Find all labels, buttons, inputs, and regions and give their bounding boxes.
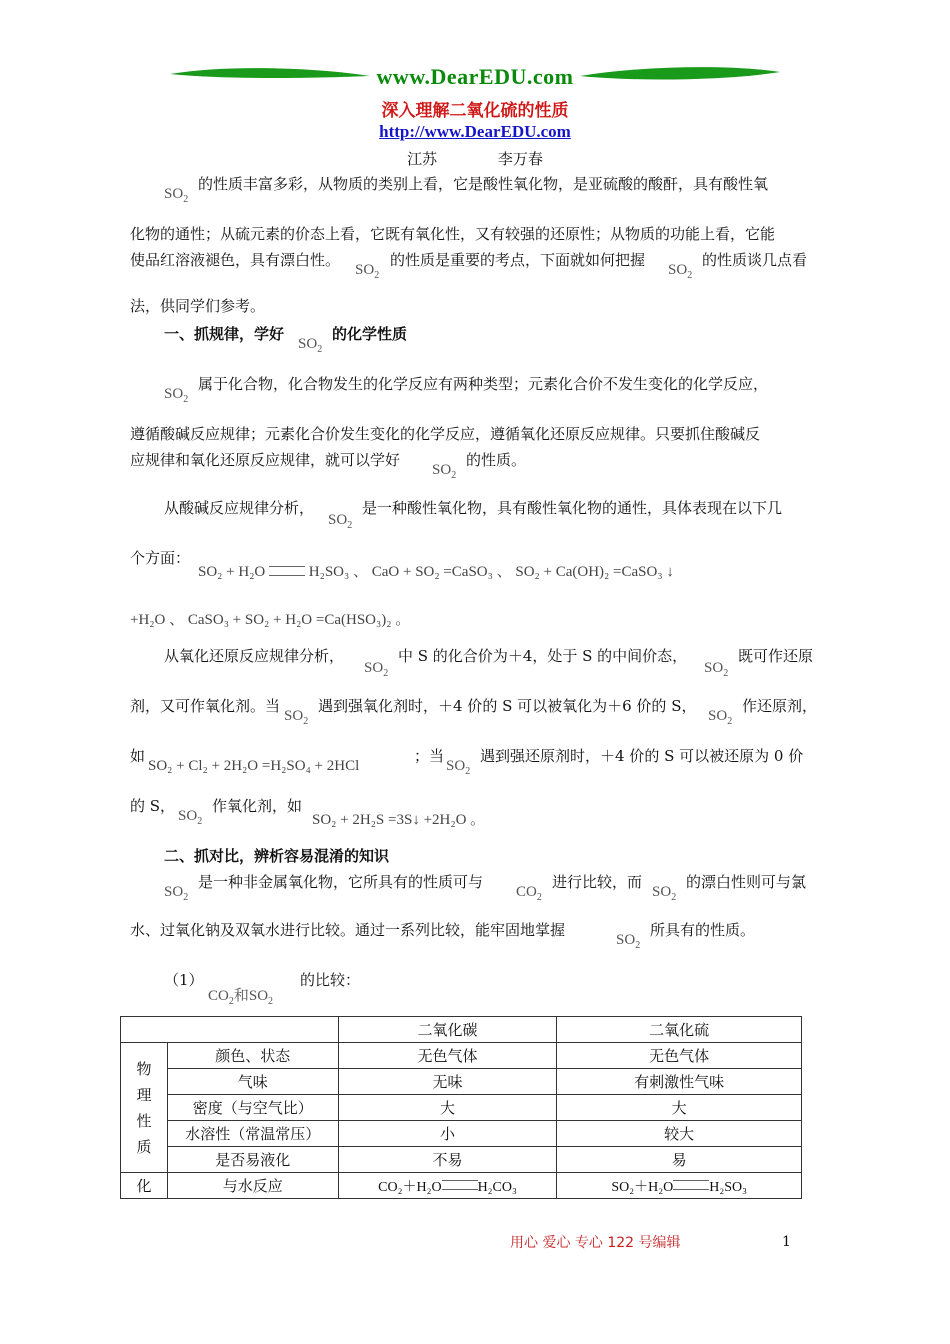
s1-p7a: 剂，又可作氧化剂。当: [130, 697, 281, 715]
page-title: 深入理解二氧化硫的性质: [381, 101, 569, 121]
s2-sub-b: 的比较：: [300, 971, 361, 989]
table-cell: 易: [557, 1147, 802, 1173]
s1-p6a: 从氧化还原反应规律分析，: [164, 647, 345, 665]
s1-p3b: 的性质。: [466, 451, 527, 469]
s1-p6c: 既可作还原: [738, 647, 814, 665]
intro-line-3b: 的性质是重要的考点，下面就如何把握: [390, 251, 646, 269]
reversible-arrow-icon: [269, 566, 305, 576]
s1-p1: 属于化合物，化合物发生的化学反应有两种类型；元素化合价不发生变化的化学反应，: [198, 375, 769, 393]
table-row: [121, 1043, 802, 1069]
table-cell: 颜色、状态: [167, 1043, 338, 1069]
table-cell: 小: [338, 1121, 557, 1147]
table-cell: 水溶性（常温常压）: [167, 1121, 338, 1147]
table-cell: 是否易液化: [167, 1147, 338, 1173]
formula-so2: $SO_2$: [668, 262, 693, 281]
table-cell: 无味: [338, 1069, 557, 1095]
s1-p2: 遵循酸碱反应规律；元素化合价发生变化的化学反应，遵循氧化还原反应规律。只要抓住酸碱反: [130, 425, 761, 443]
s1-p8a: 如: [130, 747, 146, 765]
equation-3: SO₂ + Cl₂ + 2H₂O =H₂SO₄ + 2HCl: [148, 758, 360, 774]
s1-p9b: 作氧化剂，如: [212, 797, 303, 815]
intro-line-2: 化物的通性；从硫元素的价态上看，它既有氧化性，又有较强的还原性；从物质的功能上看，它能: [130, 225, 776, 243]
equation-4: SO₂ + 2H₂S =3S↓ +2H₂O 。: [312, 812, 486, 828]
formula-so2: $SO_2$: [164, 186, 189, 205]
intro-line-1: 的性质丰富多彩，从物质的类别上看，它是酸性氧化物，是亚硫酸的酸酐，具有酸性氧: [198, 175, 769, 193]
section2-heading: 二、抓对比，辨析容易混淆的知识: [164, 847, 390, 865]
table-cell: 大: [557, 1095, 802, 1121]
site-link[interactable]: http://www.DearEDU.com: [379, 122, 571, 141]
table-cell: 不易: [338, 1147, 557, 1173]
logo-text: www.DearEDU.com: [376, 64, 574, 89]
formula-so2: $SO_2$: [652, 884, 677, 903]
author-name: 李万春: [497, 150, 543, 168]
s1-p8c: 遇到强还原剂时，＋4 价的 S 可以被还原为 0 价: [480, 747, 804, 765]
formula-so2: $SO_2$: [432, 462, 457, 481]
table-row: [121, 1069, 802, 1095]
s2-p1a: 是一种非金属氧化物，它所具有的性质可与: [198, 873, 484, 891]
equation-line-1: SO₂ + H₂O H₂SO₃ 、 CaO + SO₂ =CaSO₃ 、 SO₂ + Ca(OH)₂ =CaSO₃ ↓: [198, 564, 674, 580]
s1-p4a: 从酸碱反应规律分析，: [164, 499, 315, 517]
page-number: 1: [782, 1234, 791, 1250]
table-row: [121, 1147, 802, 1173]
formula-so2: $SO_2$: [355, 262, 380, 281]
formula-so2: $SO_2$: [708, 708, 733, 727]
s1-p5: 个方面：: [130, 549, 191, 567]
table-group-chemical: 化: [121, 1173, 168, 1199]
table-col-header: 二氧化硫: [557, 1017, 802, 1043]
table-cell: SO₂＋H₂O H₂SO₃: [557, 1173, 802, 1199]
table-cell: 密度（与空气比）: [167, 1095, 338, 1121]
formula-so2: $SO_2$: [284, 708, 309, 727]
formula-so2: $SO_2$: [446, 758, 471, 777]
table-cell: 与水反应: [167, 1173, 338, 1199]
formula-so2: $SO_2$: [616, 932, 641, 951]
formula-so2: $SO_2$: [704, 660, 729, 679]
table-cell: 无色气体: [338, 1043, 557, 1069]
s2-p1b: 进行比较，而: [552, 873, 643, 891]
table-cell: 无色气体: [557, 1043, 802, 1069]
equation-line-2: +H₂O 、 CaSO₃ + SO₂ + H₂O =Ca(HSO₃)₂ 。: [130, 612, 411, 628]
table-cell: CO₂＋H₂O H₂CO₃: [338, 1173, 557, 1199]
table-cell: 较大: [557, 1121, 802, 1147]
table-cell: 气味: [167, 1069, 338, 1095]
table-group-physical: 物 理 性 质: [121, 1043, 168, 1173]
reversible-arrow-icon: [442, 1180, 478, 1190]
table-row: [121, 1173, 802, 1199]
s1-p6b: 中 S 的化合价为＋4，处于 S 的中间价态，: [398, 647, 688, 665]
formula-so2: $SO_2$: [164, 386, 189, 405]
s1-p3a: 应规律和氧化还原反应规律，就可以学好: [130, 451, 401, 469]
s1-p8b: ；当: [414, 747, 445, 765]
formula-so2: $SO_2$: [328, 512, 353, 531]
table-row: [121, 1095, 802, 1121]
section1-heading-a: 一、抓规律，学好: [164, 325, 285, 343]
s1-p4b: 是一种酸性氧化物，具有酸性氧化物的通性，具体表现在以下几: [362, 499, 783, 517]
formula-so2: $SO_2$: [164, 884, 189, 903]
comparison-table: [120, 1016, 802, 1199]
formula-co2: $CO_2$: [516, 884, 542, 903]
s1-p7c: 作还原剂，: [742, 697, 818, 715]
s2-p2a: 水、过氧化钠及双氧水进行比较。通过一系列比较，能牢固地掌握: [130, 921, 566, 939]
table-col-header: 二氧化碳: [338, 1017, 557, 1043]
s2-p2b: 所具有的性质。: [650, 921, 756, 939]
intro-line-3c: 的性质谈几点看: [702, 251, 808, 269]
formula-so2: $SO_2$: [178, 808, 203, 827]
section1-heading-b: 的化学性质: [332, 325, 408, 343]
table-row: [121, 1121, 802, 1147]
author-province: 江苏: [407, 150, 438, 168]
subsection-formulas: $CO_2$和$SO_2$: [208, 988, 274, 1007]
s2-sub-a: （1）: [164, 971, 204, 989]
intro-line-3a: 使品红溶液褪色，具有漂白性。: [130, 251, 341, 269]
table-corner-cell: [121, 1017, 339, 1043]
reversible-arrow-icon: [673, 1180, 709, 1190]
s1-p7b: 遇到强氧化剂时，＋4 价的 S 可以被氧化为＋6 价的 S，: [318, 697, 697, 715]
s1-p9a: 的 S，: [130, 797, 176, 815]
formula-so2: $SO_2$: [298, 336, 323, 355]
table-cell: 有刺激性气味: [557, 1069, 802, 1095]
formula-so2: $SO_2$: [364, 660, 389, 679]
author-line: [0, 148, 950, 169]
table-header-row: [121, 1017, 802, 1043]
s2-p1c: 的漂白性则可与氯: [686, 873, 807, 891]
intro-line-4: 法，供同学们参考。: [130, 297, 266, 315]
footer-text: 用心 爱心 专心 122 号编辑: [510, 1235, 681, 1251]
table-cell: 大: [338, 1095, 557, 1121]
